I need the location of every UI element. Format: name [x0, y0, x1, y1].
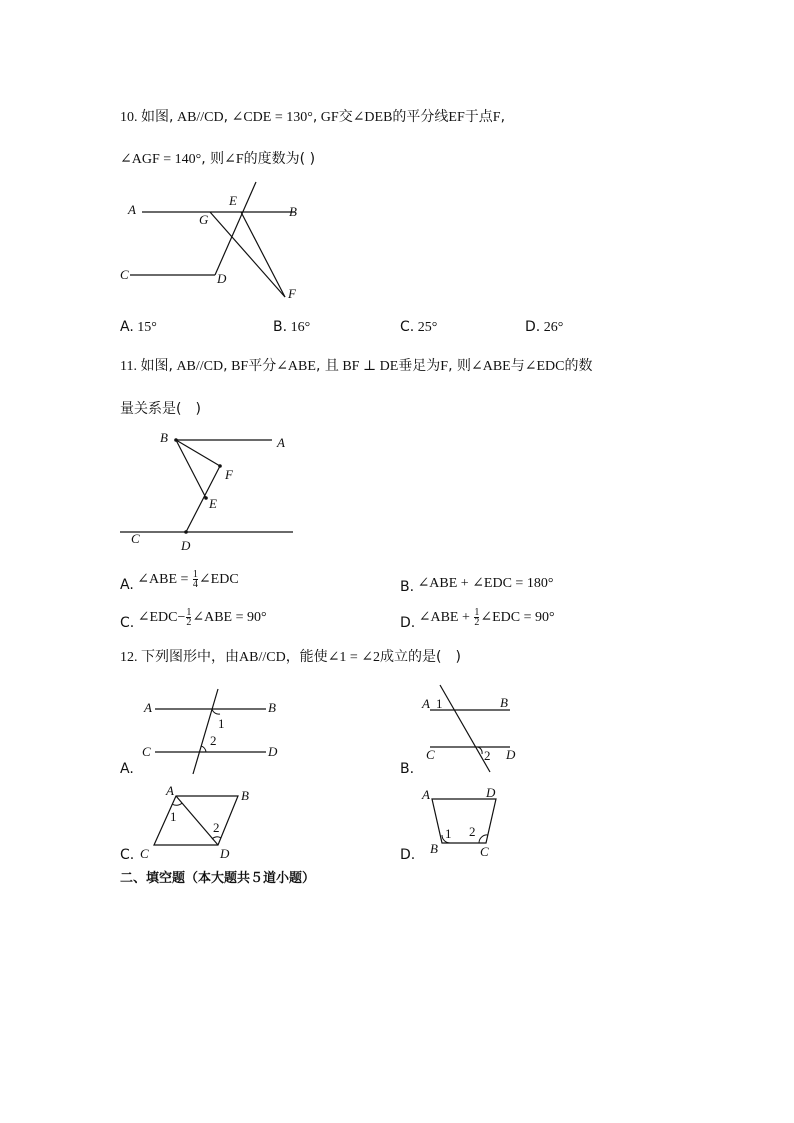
- frac-den: 4: [192, 579, 198, 591]
- option-key: A.: [120, 319, 134, 335]
- q12a-label-c: C: [142, 744, 151, 759]
- q11-cond5: F: [440, 359, 449, 374]
- option-key: B.: [273, 319, 288, 335]
- q11-figure: [115, 428, 300, 553]
- q11-cond7: ∠EDC: [524, 359, 565, 374]
- q11-sep2: , 且: [315, 358, 339, 374]
- q12-cond2: ∠1 = ∠2: [327, 650, 381, 665]
- q12c-label-d: D: [220, 846, 230, 861]
- q10-sep3: ,: [500, 109, 506, 125]
- q10-option-d[interactable]: [525, 318, 563, 337]
- option-pre: ∠ABE +: [418, 610, 474, 625]
- q12-text3: 成立的是( ): [380, 649, 461, 665]
- frac-num: 1: [192, 569, 198, 581]
- q11-cond6b: 与: [510, 358, 525, 374]
- q12d-label-c: C: [480, 844, 489, 859]
- q12b-label-a: A: [422, 696, 430, 711]
- q12c-angle-2: 2: [213, 820, 220, 835]
- q12d-angle-1: 1: [445, 826, 452, 841]
- option-text: ∠ABE + ∠EDC = 180°: [417, 576, 554, 591]
- option-key: A.: [120, 577, 134, 593]
- option-key: C.: [120, 615, 135, 631]
- q10-label-a: A: [128, 202, 136, 217]
- q12-figure-a: [138, 686, 288, 776]
- q12c-label-b: B: [241, 788, 249, 803]
- q10-line1: [120, 108, 505, 127]
- q11-cond7b: 的数: [564, 358, 593, 374]
- q12-line1: [120, 648, 461, 667]
- q10-cond2: ∠CDE = 130°: [231, 110, 313, 125]
- q11-cond2b: 平分: [248, 358, 277, 374]
- q12b-angle-1: 1: [436, 696, 443, 711]
- frac-num: 1: [186, 607, 192, 619]
- q10-sep1: ,: [223, 109, 229, 125]
- q11-number: 11.: [120, 359, 137, 374]
- q12b-label-d: D: [506, 747, 516, 762]
- q12d-label-d: D: [486, 785, 496, 800]
- q12b-label-b: B: [500, 695, 508, 710]
- q12a-label-a: A: [144, 700, 152, 715]
- q10-ask: 的度数为( ): [243, 151, 316, 167]
- q11-sep1: ,: [223, 358, 228, 374]
- q11-cond3: ∠ABE: [276, 359, 316, 374]
- q12-text2: ，能使: [285, 649, 328, 665]
- q11-line1: [120, 357, 592, 376]
- fraction: [193, 570, 198, 589]
- q12-option-a[interactable]: A.: [120, 761, 134, 777]
- q11-line2: 量关系是( ): [120, 401, 201, 417]
- option-pre: ∠EDC−: [137, 610, 186, 625]
- q12c-label-a: A: [166, 783, 174, 798]
- q12c-label-c: C: [140, 846, 149, 861]
- q12b-angle-2: 2: [484, 748, 491, 763]
- q11-label-e: E: [209, 496, 217, 511]
- section-heading: 二、填空题（本大题共５道小题）: [120, 871, 316, 886]
- fraction: [474, 608, 479, 627]
- q10-cond4: ∠DEB: [352, 110, 393, 125]
- q10-number: 10.: [120, 110, 138, 125]
- q10-cond1: AB//CD: [176, 110, 224, 125]
- q10-label-c: C: [120, 267, 129, 282]
- q10-label-g: G: [199, 212, 209, 227]
- q11-option-a[interactable]: [120, 569, 239, 593]
- q10-label-d: D: [217, 271, 227, 286]
- q11-option-d[interactable]: [400, 607, 555, 631]
- q12d-angle-2: 2: [469, 824, 476, 839]
- q12-figure-c: [138, 782, 258, 862]
- q10-cond5b: 于点: [464, 109, 493, 125]
- q11-option-b[interactable]: [400, 574, 553, 593]
- q10-line2: [120, 150, 315, 169]
- q12a-label-d: D: [268, 744, 278, 759]
- option-value: 16°: [290, 320, 311, 335]
- q11-cond4: BF ⊥ DE: [342, 359, 399, 374]
- q11-cond6: ∠ABE: [471, 359, 511, 374]
- option-value: 15°: [137, 320, 157, 335]
- q12a-angle-2: 2: [210, 733, 217, 748]
- q10-cond5: EF: [448, 110, 465, 125]
- q11-label-a: A: [277, 435, 285, 450]
- q12a-angle-1: 1: [218, 716, 225, 731]
- q11-label-d: D: [181, 538, 191, 553]
- q10-angle-f: ∠F: [224, 152, 244, 167]
- q10-option-b[interactable]: [273, 318, 310, 337]
- q11-sep3: , 则: [448, 358, 471, 374]
- option-value: 26°: [543, 320, 564, 335]
- q10-label-b: B: [289, 204, 297, 219]
- q11-option-c[interactable]: [120, 607, 267, 631]
- option-post: ∠EDC = 90°: [480, 610, 555, 625]
- q10-angle-agf: ∠AGF = 140°: [120, 152, 202, 167]
- option-value: 25°: [417, 320, 438, 335]
- option-pre: ∠ABE =: [137, 572, 192, 587]
- frac-num: 1: [474, 607, 480, 619]
- option-key: D.: [525, 319, 541, 335]
- q10-cond6: F: [492, 110, 501, 125]
- q12-option-c[interactable]: C.: [120, 847, 135, 863]
- q12-text1: 下列图形中，由: [141, 649, 239, 665]
- q10-cond3: GF: [320, 110, 339, 125]
- q11-cond2: BF: [231, 359, 249, 374]
- q12-cond1: AB//CD: [239, 650, 286, 665]
- q12-number: 12.: [120, 650, 138, 665]
- q10-sep2: ,: [312, 109, 318, 125]
- q10-figure: [110, 175, 320, 305]
- q12d-label-a: A: [422, 787, 430, 802]
- q10-option-c[interactable]: [400, 318, 437, 337]
- q11-label-b: B: [160, 430, 168, 445]
- q10-cond4b: 的平分线: [392, 109, 449, 125]
- option-key: B.: [400, 579, 415, 595]
- q11-label-c: C: [131, 531, 140, 546]
- q10-then: , 则: [201, 151, 225, 167]
- frac-den: 2: [186, 617, 192, 629]
- option-post: ∠EDC: [198, 572, 239, 587]
- q11-intro: 如图,: [140, 358, 173, 374]
- q12a-label-b: B: [268, 700, 276, 715]
- q12-option-d[interactable]: D.: [400, 847, 416, 863]
- option-key: C.: [400, 319, 415, 335]
- q12-figure-d: [418, 782, 528, 862]
- q12-figure-b: [418, 680, 528, 775]
- q10-option-a[interactable]: [120, 318, 157, 337]
- q10-label-f: F: [288, 286, 296, 301]
- q12d-label-b: B: [430, 841, 438, 856]
- q12-option-b[interactable]: B.: [400, 761, 415, 777]
- q10-intro: 如图,: [141, 109, 174, 125]
- q11-label-f: F: [225, 467, 233, 482]
- q11-cond4b: 垂足为: [398, 358, 441, 374]
- q10-label-e: E: [229, 193, 237, 208]
- q11-cond1: AB//CD: [176, 359, 224, 374]
- option-post: ∠ABE = 90°: [192, 610, 267, 625]
- q10-cond3b: 交: [338, 109, 353, 125]
- option-key: D.: [400, 615, 416, 631]
- frac-den: 2: [474, 617, 480, 629]
- fraction: [186, 608, 191, 627]
- q12c-angle-1: 1: [170, 809, 177, 824]
- q12b-label-c: C: [426, 747, 435, 762]
